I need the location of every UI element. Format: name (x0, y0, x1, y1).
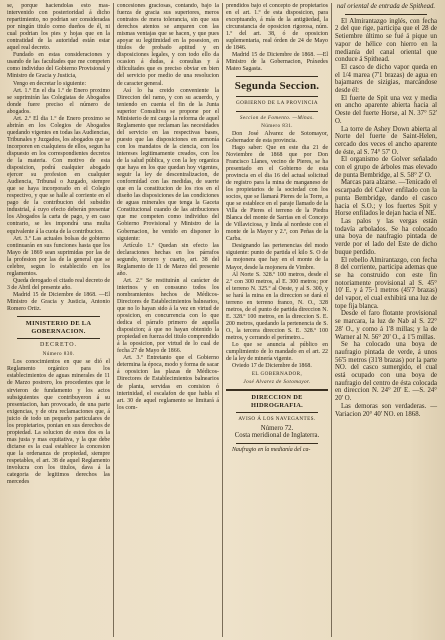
paragraph: Art. 1.º En el dia 1.º de Enero proximo se suprimirán las Colegiatas de Abogados donde fuere preciso el número de abogados. (7, 87, 110, 115)
paragraph: El organismo de Golver señalado con el grupo de árboles mas elevado de punta Bembridge, al S. 58° 2' O. (335, 156, 437, 179)
paragraph: Las demoras son verdaderas. —Variacion 20° 40' NO. en 1868. (335, 402, 437, 418)
paragraph: Art. 3.º Las actuales bolsas de gobierno continuarán en sus funciones hasta que los Mayo de 1869 sean suprimidas por las de la profesion por las de la general que se celebre, segun lo establecido en los reglamentos. (7, 235, 110, 277)
paragraph: se, porque haciendolas esto mas-intervenido con posterioridad á dicho repartimiento, no podrian ser consideradas por ningún titulo como dueños de él, ni cual podrian los pies y hojas que en la contratidad de la autoridad están estar aquel real decreto. (7, 3, 110, 52)
divider (236, 412, 318, 413)
governor-title: EL GOBERNADOR, (251, 371, 303, 378)
paragraph: El fuerte de Spit una vez y media en ancho aparente abierta hacia al Oeste del fuerte Horse, al N. 37° 52' O. (335, 94, 437, 125)
column-4 (331, 3, 440, 637)
date-line: Oviedo 17 de Diciembre de 1868. (232, 363, 312, 370)
hydrography-heading: DIRECCION DE HIDROGRAFIA. (250, 394, 304, 409)
paragraph: Lo que se anuncia al público en cumplimiento de lo mandado en el art. 22 de la ley de minería vigente. (226, 342, 328, 363)
paragraph: Art. 3.º Entretanto que el Gobierno determina la época, modo y forma de sacar á oposicion las plazas de Médicos-Directores de Establecimientos balnearios de planta, servidas en comision ó interinidad, el escalafon de que habla el art. 30 de aquel reglamento se limitará á los com- (117, 355, 219, 411)
signature-line: Madrid 15 de Diciembre de 1868. —El Ministro de Gracia y Justicia, Antonio Romero Ortiz. (7, 291, 110, 313)
paragraph: Las palos y las vergas están todavía arbolados. Se ha colocado una boya de naufragio pintada de verde por el lado del Este de dicho buque perdido. (335, 217, 437, 256)
divider (236, 443, 318, 444)
paragraph: El Almirantazgo inglés, con fecha 2 del que rige, participa que el 28 de Setiembre último se fué á pique un vapor de hélice con hierro en la medianía del canal oriental que conduce á Spithead. (335, 17, 437, 64)
paragraph: Los conocimientos en que se dió el Reglamento orgánico para los establecimientos de aguas minerales de 11 de Marzo postrero, los procedentes que le sirvieron de fundamento y los actos subsiguientes que contribuyeron á su presentacion, han provocado, de una parte exigencias, y de otra reclamaciones que, á juicio de todo un pequeño particulares de los propietarios, ponian en sus derechos de propiedad. La solucion de estos dos es la mas justa y mas equitativa, y la que debe dictarse es la cual establece la concesion que la ordenanza de propiedad, siempre respetables, el art. 38 de aquel Reglamento involucra con los titulos, dava á la categoria de legitimos derechos las mercedes (7, 359, 110, 486)
notice-subject: Costa meridional de Inglaterra. (234, 432, 320, 440)
paragraph: Así lo ha creido conveniente la Direccion del ramo, y con su acuerdo, y teniendo en cuenta el fin de la Junta superior Consultiva se propone por el Ministerio de mi cargo la reforma de aquel Reglamento que reclaman las necesidades del servicio en las respectivas bases, puesto que las disposiciones en armonía con los mandatos de la ciencia, con los intereses legitimamente creados, con los de la salud pública, y con la ley organica que haya en los que quedan hoy vigentes, seguir la ley de descentralizacion, de conformidad con las medidas, de suerte que en la constitucion de los rios en el diseño las disposiciones de las condiciones de aguas minerales que tenga la Gaceta Constitucional cuando de las atribuciones que me competen como individuo del Gobierno Provisional y Ministro de la Gobernacion, he venido en disponer lo siguiente: (117, 87, 219, 242)
paragraph: El casco de dicho vapor queda en el 1/4 marea (7'1 brazas) de agua en bajamares de sizigias, marcándose desde él: (335, 63, 437, 95)
section-title: Segunda Seccion. (234, 80, 320, 93)
paragraph: Hago saber: Que en este dia 21 de Noviembre de 1868 que por Don Francisco Llanes, vecino de Pieres, se ha presentado en el Gobierno de esta provincia en el dia 16 del actual solicitud de registro para la mina de manganeso de los propietarios de la sociedad con los socios, que se llamará Pieres de la Torre, a que se establece en el paraje llamado de la Villa de Pieres el terreno de la Piedra Blanca del monte de Sarrias en el Concejo de Villaviciosa, y linda al nordeste con el monte de la Mayor y 2.º, con Peñas de la Carba. (226, 144, 328, 243)
divider (17, 316, 100, 317)
paragraph: Naufragio en la medianía del ca- (232, 446, 311, 453)
ministry-heading: MINISTERIO DE LA GOBERNACION. (25, 320, 92, 335)
paragraph: Art. 2.º El dia 1.º de Enero proximo se abrirán en los Colegios de Abogados quedando vigentes en todas las Audiencias, Tribunales y Juzgados, los abogados que se incorporen en cualquiera de ellos, segun ha dispuesto en los correspondientes decretos de la materia. Con motivo de esta disposicion, podrá cualquier abogado ejercer su profesion en cualquier Audiencia, Tribunal o Juzgado, siempre que se haya incorporado en el Colegio respectivo, y que se halle al corriente en el pago de la contribucion del subsidio industrial, á cuyo efecto deberán presentar los Abogados la carta de pago, y en caso contrario, se les impondrá una multa equivalente á la cuota de la contribucion. (7, 115, 110, 235)
government-heading: GOBIERNO DE LA PROVINCIA (235, 100, 319, 107)
paragraph: Artículo 1.º Quedan sin efecto las declaraciones hechas en los párrafos segundo, tercero y cuarto, art. 38 del Reglamento de 11 de Marzo del presente año. (117, 242, 219, 277)
divider (236, 76, 318, 77)
paragraph: El rebello Almirantazgo, con fecha 8 del corriente, participa ademas que se ha construido con este fin notoriamente provisional al S. 45° 10' E. y á 75·1 metros (45'7 brazas) del vapor, el cual exhibirá una luz de tope fija blanca. (335, 256, 437, 310)
divider (17, 338, 100, 339)
paragraph: Al Norte S. 328.º 100 metros, desde el 2.º con 300 metros, al E. 300 metros; por el terreno N. 325.º al Oeste, y al S. 300, y se hará la mina en la direccion se dará el terreno en terreno franco, N. O., 328 metros, de el punto de partida direccion N. E. 328.º 100 metros, en la direccion S. E. 200 metros, quedando la pertenencia de S. O., la tercera direccion S. E. 328.º 100 metros, y cerrando el perímetro... (226, 271, 328, 341)
decree-number: Número 830. (42, 351, 75, 358)
divider (345, 14, 427, 15)
divider (236, 96, 318, 97)
subsection-heading: Seccion de Fomento. —Minas. (239, 114, 315, 121)
signature-line: Madrid 15 de Diciembre de 1868. —El Ministro de la Gobernacion, Práxedes Mateo Sagasta. (226, 52, 328, 73)
decree-title: DECRETO. (39, 342, 78, 349)
paragraph: Desde el faro flotante provisional se marcara, la luz de Nab al S. 22° 28' O., y como á 1'8 millas; y la de Warner al N. 56° 20' O., á 1'5 millas. (335, 310, 437, 341)
column-3 (222, 3, 331, 637)
notice-number: Número 72. (260, 424, 294, 432)
paragraph: La torre de Ashey Down abierta al Norte del fuerte de Saint-Helen, cercado dos veces el ancho aparente de éste, al S. 74° 57' O. (335, 125, 437, 156)
paragraph: concesiones graciosas, contando, bajo la fuerza de gracia sus superiores, meros contratos de mera tolerancia, sin que sus derechos atentos se amparen con las mismas ventajas que se hacen, y que pues apoyar su legitimidad en la posesion, en titulos de probado aptitud y en disposiciones legales, y con todo ello da ocasion á dudas, á consultas y á dificultades que es preciso obviar en bien del servicio por medio de una resolucion de caracter general. (117, 3, 219, 87)
paragraph: Vengo en decretar lo siguiente: (13, 80, 86, 87)
notice-subtitle: nal oriental de entrada de Spithead. (336, 3, 436, 10)
notice-heading: AVISO Á LOS NAVEGANTES. (238, 416, 316, 423)
paragraph: Se ha colocado una boya de naufragio pintada de verde, á unos 56'5 metros (31'8 brazas) por la parte NO. del casco sumergido, el cual está ocupado con una boya de naufragio del centro de ésta colocada en direccion N. 24° 20' E. —S. 24° 20' O. (335, 341, 437, 403)
paragraph: Fundado en estas consideraciones y usando de las facultades que me competen como individuo del Gobierno Provisional y Ministro de Gracia y Justicia, (7, 52, 110, 80)
paragraph: Art. 2.º Se restituirán al carácter de interinos y en conssuno todos los nombramientos hechos de Médicos-Directores de Establecimientos balnearios, que no lo hayan sido á la vez en virtud de oposicion, en concurrencia con lo que dedica el párrafo primero de aquella disposicion; á que no hayan obtenido la propiedad en fuerza del titulo comprendido á la oposicion, por virtud de lo cual de fecha 27 de Mayo de 1866. (117, 277, 219, 355)
announcement-number: Número 831. (261, 122, 293, 129)
column-1 (4, 3, 113, 637)
text-columns (4, 3, 442, 637)
paragraph: prendidos bajo el concepto de propietarios en el art. 1.º de esta disposicion, para exceptuando, á más de la antigüedad, la circunstancia de oposicion rigorosa, núm. 1.º del art. 38, ó de oposicion suplementaria, real órden de 24 de Mayo de 1846. (226, 3, 328, 52)
double-divider (226, 389, 328, 391)
governor-name: José Alvarez de Sotomayor. (243, 379, 311, 386)
paragraph: Designando las pertenencias del modo siguiente: punto de partida el kilo S. O de la mojonera que hay en el monte de la Mayor, desde la mojonera de Vimbre. (226, 243, 328, 271)
column-2 (113, 3, 222, 637)
paragraph: Queda derogado el citado real decreto de 3 de Abril del presente año. (7, 277, 110, 291)
paragraph: Marcas para alzarse. —Tenicado el escarpado del Calver enfilado con la punta Bembridge, dando el casco hacia el S.O.; y los fuertes Spit y Horse enfilados le dejan hacia el NE. (335, 179, 437, 218)
paragraph: Don José Alvarez de Sotomayor, Gobernador de esta provincia. (226, 130, 328, 144)
divider (236, 111, 318, 112)
